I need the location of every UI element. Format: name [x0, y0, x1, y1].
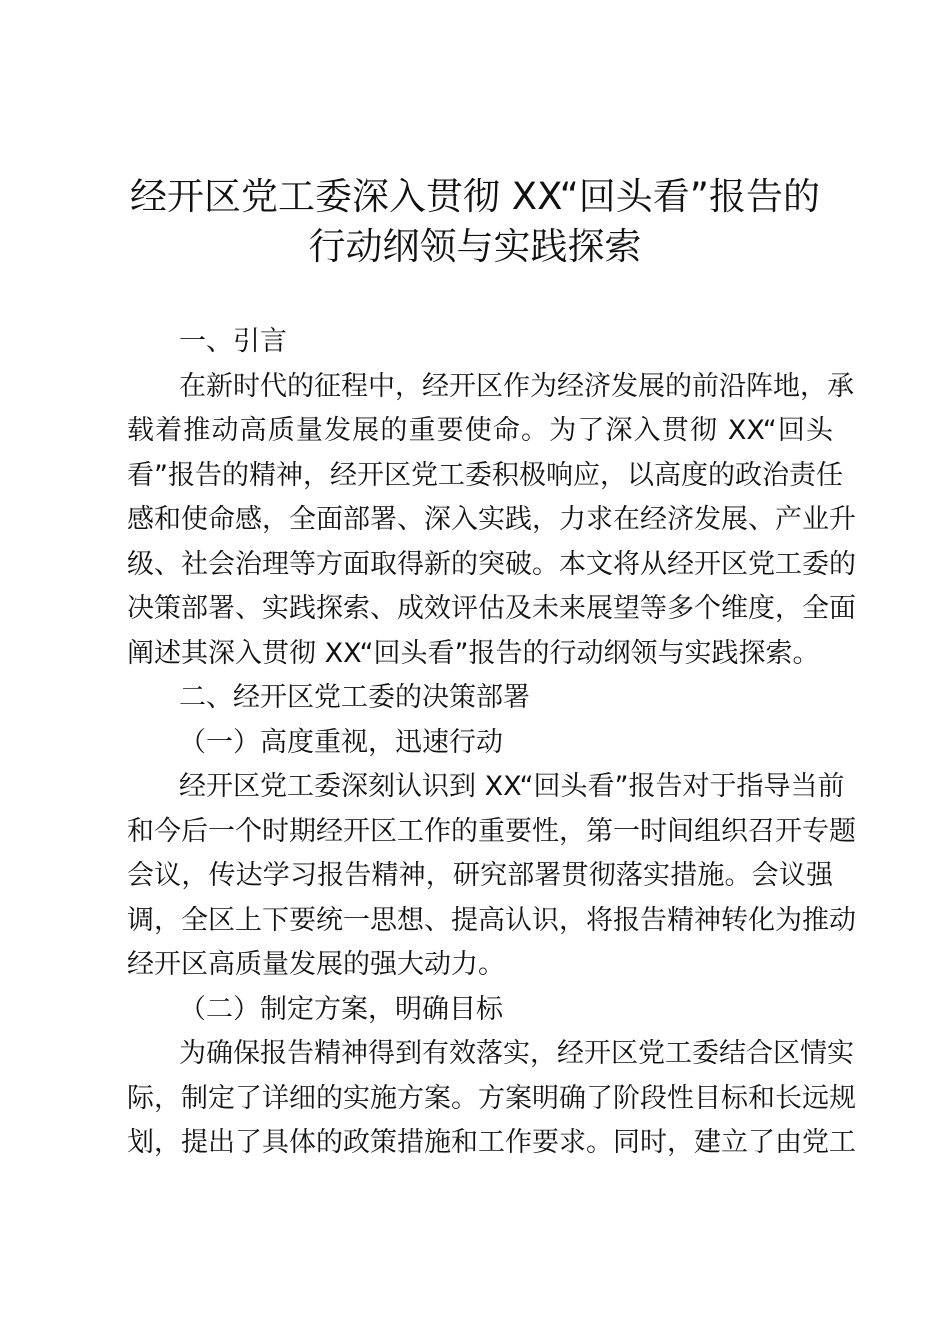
- paragraph-line: 为确保报告精神得到有效落实，经开区党工委结合区情实: [179, 1038, 854, 1069]
- paragraph-line: 载着推动高质量发展的重要使命。为了深入贯彻 XX“回头: [127, 415, 833, 446]
- paragraph-line: 级、社会治理等方面取得新的突破。本文将从经开区党工委的: [127, 549, 856, 580]
- paragraph-line: 经开区高质量发展的强大动力。: [127, 949, 505, 980]
- document-title-line-2: 行动纲领与实践探索: [308, 225, 642, 268]
- paragraph-line: 会议，传达学习报告精神，研究部署贯彻落实措施。会议强: [127, 860, 833, 891]
- subsection-heading-1: （一）高度重视，迅速行动: [179, 727, 503, 758]
- paragraph-line: 和今后一个时期经开区工作的重要性，第一时间组织召开专题: [127, 816, 856, 847]
- paragraph-line: 划，提出了具体的政策措施和工作要求。同时，建立了由党工: [127, 1127, 856, 1158]
- document-title-line-1: 经开区党工委深入贯彻 XX“回头看”报告的: [130, 175, 820, 218]
- paragraph-line: 经开区党工委深刻认识到 XX“回头看”报告对于指导当前: [179, 771, 845, 802]
- paragraph-line: 决策部署、实践探索、成效评估及未来展望等多个维度，全面: [127, 593, 856, 624]
- paragraph-line: 看”报告的精神，经开区党工委积极响应，以高度的政治责任: [127, 460, 843, 491]
- section-heading-introduction: 一、引言: [179, 326, 287, 357]
- section-heading-decisions: 二、经开区党工委的决策部署: [179, 682, 530, 713]
- paragraph-line: 际，制定了详细的实施方案。方案明确了阶段性目标和长远规: [127, 1083, 856, 1114]
- paragraph-line: 调，全区上下要统一思想、提高认识，将报告精神转化为推动: [127, 905, 856, 936]
- paragraph-line: 阐述其深入贯彻 XX“回头看”报告的行动纲领与实践探索。: [127, 638, 820, 669]
- subsection-heading-2: （二）制定方案，明确目标: [179, 994, 503, 1025]
- paragraph-line: 感和使命感，全面部署、深入实践，力求在经济发展、产业升: [127, 504, 856, 535]
- paragraph-line: 在新时代的征程中，经开区作为经济发展的前沿阵地，承: [179, 371, 854, 402]
